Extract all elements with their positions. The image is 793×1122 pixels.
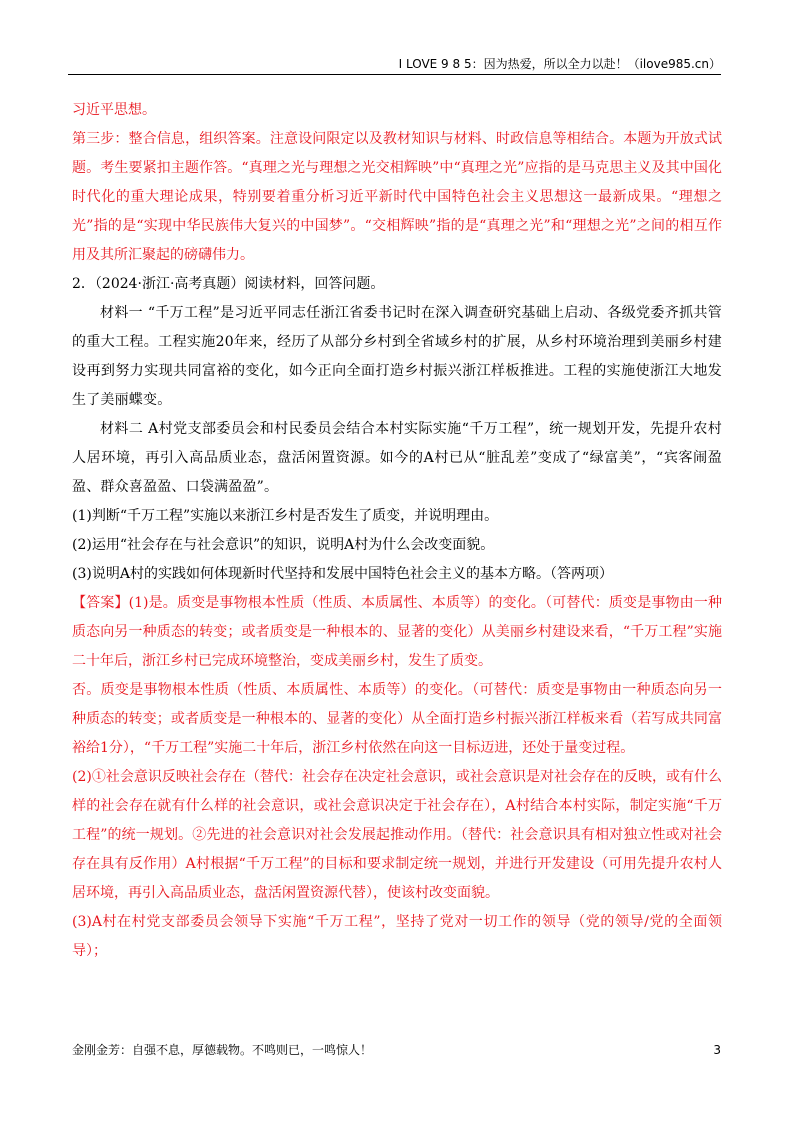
page-content [72, 96, 722, 966]
sub-question-2: (2)运用“社会存在与社会意识”的知识，说明A村为什么会改变面貌。 [72, 537, 495, 553]
page-header [68, 54, 721, 74]
page-number: 3 [713, 1043, 721, 1057]
answer-1-text: (1)是。质变是事物根本性质（性质、本质属性、本质等）的变化。（可替代：质变是事物由一种质态向另一种质态的转变；或者质变是一种根本的、显著的变化）从美丽乡村建设来看，“千万工程”实施二十年后，浙江乡村已完成环境整治，变成美丽乡村，发生了质变。 [72, 595, 722, 669]
sub-question-3: (3)说明A村的实践如何体现新时代坚持和发展中国特色社会主义的基本方略。（答两项） [72, 566, 613, 582]
footer-motto: 金刚金芳：自强不息，厚德载物。不鸣则已，一鸣惊人！ [72, 1043, 373, 1057]
answer-part-3: (3)A村在村党支部委员会领导下实施“千万工程”，坚持了党对一切工作的领导（党的领导/党的全面领导）； [72, 914, 722, 959]
answer-part-2: (2)①社会意识反映社会存在（替代：社会存在决定社会意识，或社会意识是对社会存在的反映，或有什么样的社会存在就有什么样的社会意识，或社会意识决定于社会存在），A村结合本村实际，制定实施“千万工程”的统一规划。②先进的社会意识对社会发展起推动作用。（替代：社会意识具有相对独立性或对社会存在具有反作用）A村根据“千万工程”的目标和要求制定统一规划，并进行开发建设（可用先提升农村人居环境，再引入高品质业态，盘活闲置资源代替），使该村改变面貌。 [72, 769, 722, 901]
analysis-paragraph-1: 习近平思想。 [72, 102, 156, 118]
material-1: 材料一 “千万工程”是习近平同志任浙江省委书记时在深入调查研究基础上启动、各级党委齐抓共管的重大工程。工程实施20年来，经历了从部分乡村到全省域乡村的扩展，从乡村环境治理到美丽乡村建设再到努力实现共同富裕的变化，如今正向全面打造乡村振兴浙江样板推进。工程的实施使浙江大地发生了美丽蝶变。 [72, 305, 722, 408]
header-divider [68, 74, 721, 75]
answer-part-1-alt: 否。质变是事物根本性质（性质、本质属性、本质等）的变化。（可替代：质变是事物由一种质态向另一种质态的转变；或者质变是一种根本的、显著的变化）从全面打造乡村振兴浙江样板来看（若写成共同富裕给1分），“千万工程”实施二十年后，浙江乡村依然在向这一目标迈进，还处于量变过程。 [72, 682, 722, 756]
header-text: I LOVE 9 8 5：因为热爱，所以全力以赴！（ilove985.cn） [398, 57, 721, 71]
analysis-step-3: 第三步：整合信息，组织答案。注意设问限定以及教材知识与材料、时政信息等相结合。本题为开放式试题。考生要紧扣主题作答。“真理之光与理想之光交相辉映”中“真理之光”应指的是马克思主义及其中国化时代化的重大理论成果，特别要着重分析习近平新时代中国特色社会主义思想这一最新成果。“理想之光”指的是“实现中华民族伟大复兴的中国梦”。“交相辉映”指的是“真理之光”和“理想之光”之间的相互作用及其所汇聚起的磅礴伟力。 [72, 131, 722, 263]
page-footer [72, 1040, 721, 1060]
material-2: 材料二 A村党支部委员会和村民委员会结合本村实际实施“千万工程”，统一规划开发，先提升农村人居环境，再引入高品质业态，盘活闲置资源。如今的A村已从“脏乱差”变成了“绿富美”，“宾客闹盈盈、群众喜盈盈、口袋满盈盈”。 [72, 421, 722, 495]
sub-question-1: (1)判断“千万工程”实施以来浙江乡村是否发生了质变，并说明理由。 [72, 508, 499, 524]
question-2-stem: 2．（2024·浙江·高考真题）阅读材料，回答问题。 [72, 276, 385, 292]
answer-label: 【答案】 [72, 595, 129, 611]
answer-part-1 [72, 589, 722, 676]
